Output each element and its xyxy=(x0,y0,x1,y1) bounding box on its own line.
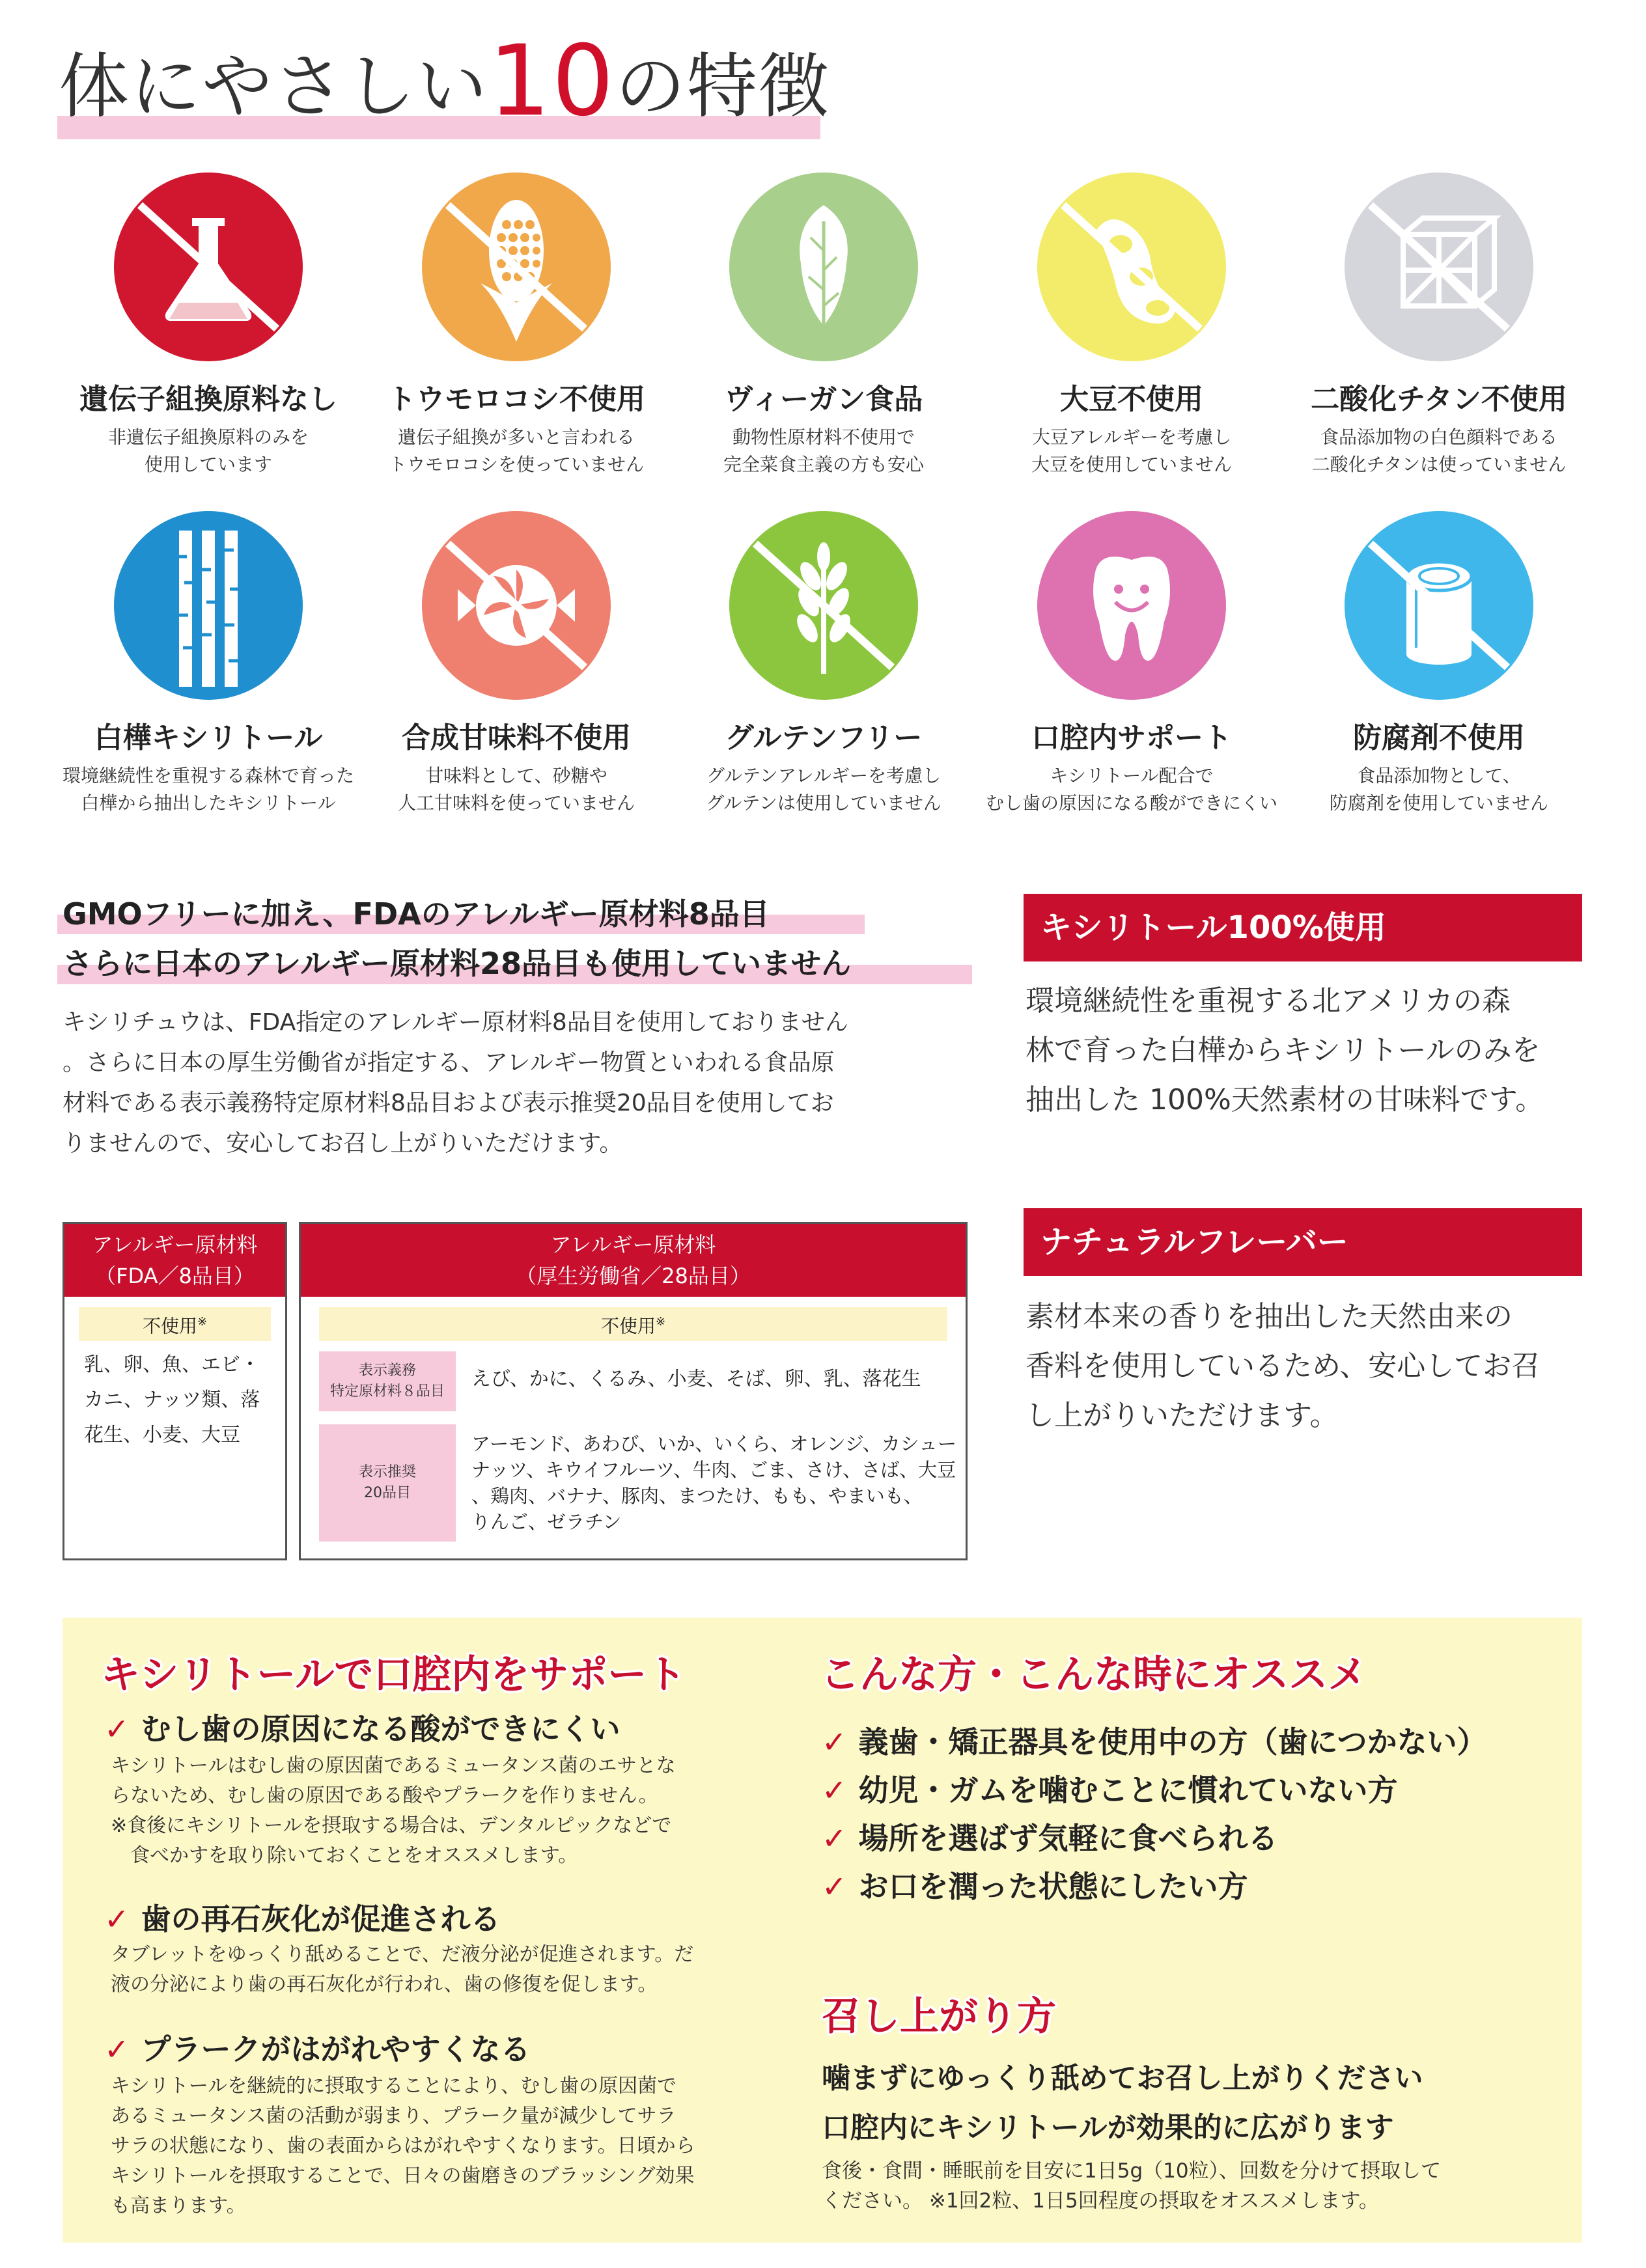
feature-vegan xyxy=(671,173,977,478)
howto-desc: 食後・食間・睡眠前を目安に1日5g（10粒）、回数を分けて摂取して ください。 ※1回2粒、1日5回程度の摂取をオススメします。 xyxy=(822,2159,1442,2213)
feature-titanium-free xyxy=(1286,173,1592,478)
recommend-heading: こんな方・こんな時にオススメ xyxy=(820,1652,1367,1698)
xylitol-heading: キシリトール100%使用 xyxy=(1024,894,1582,961)
fda-unused-label: 不使用※ xyxy=(79,1307,271,1341)
feature-oral-support xyxy=(979,511,1285,817)
fda-table-header: アレルギー原材料 （FDA／8品目） xyxy=(64,1224,285,1297)
howto-bold-2: 口腔内にキシリトールが効果的に広がります xyxy=(822,2111,1394,2144)
feature-title: 大豆不使用 xyxy=(1060,383,1203,416)
support-item-desc: キシリトールはむし歯の原因菌であるミュータンス菌のエサとな らないため、むし歯の原因である酸やプラークを作りません。 ※食後にキシリトールを摂取する場合は、デンタルピックなどで 食べかすを取り除いておくことをオススメします。 xyxy=(111,1754,676,1867)
support-item-desc: タブレットをゆっくり舐めることで、だ液分泌が促進されます。だ 液の分泌により歯の再石灰化が行われ、歯の修復を促します。 xyxy=(111,1943,694,1996)
flask-icon xyxy=(114,173,303,361)
feature-title: 白樺キシリトール xyxy=(94,721,323,754)
flavor-paragraph: 素材本来の香りを抽出した天然由来の 香料を使用しているため、安心してお召 し上がりいただけます。 xyxy=(1025,1300,1541,1432)
feature-desc: 食品添加物として、 防腐剤を使用していません xyxy=(1329,765,1548,814)
can-icon xyxy=(1345,511,1533,700)
birch-icon xyxy=(114,511,303,700)
recommend-item: ✓ 幼児・ガムを噛むことに慣れていない方 xyxy=(822,1773,1398,1808)
jp-allergen-table xyxy=(299,1222,968,1560)
feature-birch-xylitol xyxy=(55,511,361,817)
title-text-end: の特徴 xyxy=(615,46,830,128)
feature-soy-free xyxy=(979,173,1285,478)
feature-desc: 甘味料として、砂糖や 人工甘味料を使っていません xyxy=(397,765,635,814)
feature-title: 遺伝子組換原料なし xyxy=(79,383,337,416)
feature-title: トウモロコシ不使用 xyxy=(387,383,645,416)
soybean-icon xyxy=(1037,173,1226,361)
corn-icon xyxy=(422,173,611,361)
xylitol-paragraph: 環境継続性を重視する北アメリカの森 林で育った白樺からキシリトールのみを 抽出した 100%天然素材の甘味料です。 xyxy=(1025,984,1544,1116)
fda-allergen-list: 乳、卵、魚、エビ・ カニ、ナッツ類、落 花生、小麦、大豆 xyxy=(84,1353,260,1447)
recommended-list: アーモンド、あわび、いか、いくら、オレンジ、カシュー ナッツ、キウイフルーツ、牛肉、ごま、さけ、さば、大豆 、鶏肉、バナナ、豚肉、まつたけ、もも、やまいも、 りんご、ゼラチン xyxy=(471,1433,957,1533)
howto-heading: 召し上がり方 xyxy=(822,1994,1056,2040)
feature-gmo-free xyxy=(55,173,361,478)
allergy-heading-2: さらに日本のアレルギー原材料28品目も使用していません xyxy=(63,946,852,981)
feature-title: 合成甘味料不使用 xyxy=(402,721,631,754)
page-title xyxy=(59,25,830,138)
recommend-item: ✓ 場所を選ばず気軽に食べられる xyxy=(822,1821,1278,1856)
title-text: 体にやさしい xyxy=(59,46,489,128)
allergy-heading-1: GMOフリーに加え、FDAのアレルギー原材料8品目 xyxy=(63,896,770,932)
feature-corn-free xyxy=(363,173,669,478)
support-item-desc: キシリトールを継続的に摂取することにより、むし歯の原因菌で あるミュータンス菌の活動が弱まり、プラーク量が減少してサラ サラの状態になり、歯の表面からはがれやすくなります。日頃から キシリトールを摂取することで、日々の歯磨きのブラッシング効果 も高まります。 xyxy=(111,2075,695,2217)
feature-desc: 大豆アレルギーを考慮し 大豆を使用していません xyxy=(1031,426,1232,475)
allergy-paragraph: キシリチュウは、FDA指定のアレルギー原材料8品目を使用しておりません 。さらに日本の厚生労働省が指定する、アレルギー物質といわれる食品原 材料である表示義務特定原材料8品目および表示推奨20品目を使用してお りませんので、安心してお召し上がりいただけます。 xyxy=(63,1009,848,1157)
feature-desc: キシリトール配合で むし歯の原因になる酸ができにくい xyxy=(985,765,1277,814)
support-item-title: ✓ 歯の再石灰化が促進される xyxy=(104,1902,501,1937)
wheat-icon xyxy=(729,511,918,700)
feature-no-preservatives xyxy=(1286,511,1592,817)
feature-title: 二酸化チタン不使用 xyxy=(1311,383,1567,416)
flavor-heading: ナチュラルフレーバー xyxy=(1024,1208,1582,1276)
feature-desc: グルテンアレルギーを考慮し グルテンは使用していません xyxy=(706,765,942,814)
tooth-icon xyxy=(1037,511,1226,700)
title-number: 10 xyxy=(488,25,615,138)
feature-desc: 食品添加物の白色顔料である 二酸化チタンは使っていません xyxy=(1311,426,1567,475)
feature-desc: 動物性原材料不使用で 完全菜食主義の方も安心 xyxy=(723,426,924,475)
jp-unused-label: 不使用※ xyxy=(319,1307,947,1341)
howto-bold-1: 噛まずにゆっくり舐めてお召し上がりください xyxy=(822,2062,1423,2095)
crystal-icon xyxy=(1345,173,1533,361)
feature-title: グルテンフリー xyxy=(725,721,923,754)
recommend-item: ✓ 義歯・矯正器具を使用中の方（歯につかない） xyxy=(822,1724,1487,1760)
fda-allergen-table xyxy=(63,1222,287,1560)
support-item-title: ✓ プラークがはがれやすくなる xyxy=(104,2032,531,2067)
feature-title: 口腔内サポート xyxy=(1031,721,1232,754)
recommended-label: 表示推奨 20品目 xyxy=(319,1424,456,1542)
mandatory-list: えび、かに、くるみ、小麦、そば、卵、乳、落花生 xyxy=(471,1368,921,1390)
recommend-item: ✓ お口を潤った状態にしたい方 xyxy=(822,1869,1248,1904)
support-item-title: ✓ むし歯の原因になる酸ができにくい xyxy=(104,1711,621,1747)
feature-title: ヴィーガン食品 xyxy=(724,383,923,416)
feature-desc: 非遺伝子組換原料のみを 使用しています xyxy=(107,426,309,475)
feature-desc: 環境継続性を重視する森林で育った 白樺から抽出したキシリトール xyxy=(62,765,354,814)
candy-icon xyxy=(422,511,611,700)
jp-table-header: アレルギー原材料 （厚生労働省／28品目） xyxy=(301,1224,966,1297)
feature-no-artificial-sweetener xyxy=(363,511,669,817)
feature-desc: 遺伝子組換が多いと言われる トウモロコシを使っていません xyxy=(388,426,644,475)
support-heading: キシリトールで口腔内をサポート xyxy=(101,1652,686,1698)
feature-gluten-free xyxy=(671,511,977,817)
feature-title: 防腐剤不使用 xyxy=(1353,721,1525,754)
leaf-icon xyxy=(729,173,918,361)
mandatory-label: 表示義務 特定原材料８品目 xyxy=(319,1351,456,1411)
